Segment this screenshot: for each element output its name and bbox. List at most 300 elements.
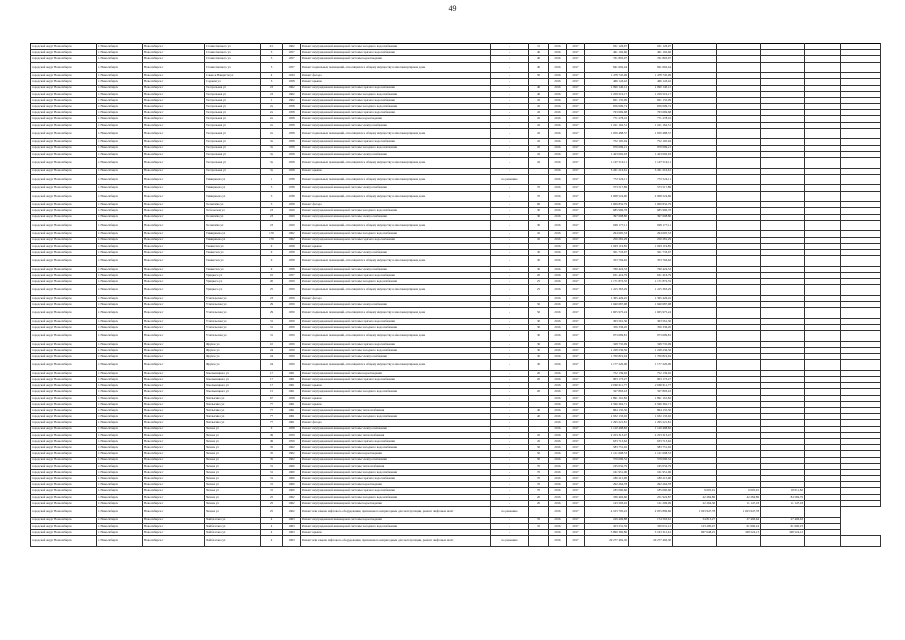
table-cell: 1929 bbox=[283, 208, 301, 214]
table-cell: - bbox=[491, 354, 529, 360]
table-cell: г. Новосибирск bbox=[97, 285, 143, 296]
table-cell: 10 bbox=[261, 341, 283, 347]
table-cell: 2017 bbox=[567, 214, 585, 220]
table-cell: 70 bbox=[529, 191, 549, 202]
table-cell: Станиславского ул bbox=[205, 56, 261, 62]
table-cell: 77 bbox=[261, 414, 283, 420]
table-cell: 1 228 236,56 bbox=[629, 347, 673, 353]
table-cell: 31 bbox=[261, 469, 283, 475]
table-cell: Новосибирск г bbox=[143, 79, 205, 85]
table-cell: Тимирязева ул bbox=[205, 174, 261, 185]
table-cell: городской округ Новосибирск bbox=[31, 191, 97, 202]
table-cell: 2016 bbox=[549, 91, 567, 97]
table-cell: - bbox=[491, 168, 529, 174]
table-cell: городской округ Новосибирск bbox=[31, 208, 97, 214]
table-cell: 50 bbox=[529, 451, 549, 457]
table-cell: г. Новосибирск bbox=[97, 318, 143, 324]
table-cell: Ремонт внутридомовой инженерной системы горячего водоснабжения bbox=[301, 318, 491, 324]
table-cell: 2016 bbox=[549, 517, 567, 523]
table-cell: 2016 bbox=[549, 116, 567, 122]
table-cell: 2017 bbox=[567, 158, 585, 169]
table-cell: 40 bbox=[529, 91, 549, 97]
table-cell: 1958 bbox=[283, 256, 301, 267]
table-cell: Тобольская ул bbox=[205, 208, 261, 214]
table-cell: 2 566 362,71 bbox=[629, 401, 673, 407]
table-cell: Театральная ул bbox=[205, 104, 261, 110]
table-cell bbox=[673, 256, 717, 267]
table-cell: Новосибирск г bbox=[143, 91, 205, 97]
table-cell: 2017 bbox=[567, 523, 585, 529]
table-cell: - bbox=[491, 91, 529, 97]
table-cell: городской округ Новосибирск bbox=[31, 482, 97, 488]
table-cell: 31 bbox=[261, 324, 283, 330]
table-cell: 2017 bbox=[567, 79, 585, 85]
table-cell: 2017 bbox=[567, 73, 585, 79]
table-cell: Театральная ул bbox=[205, 110, 261, 116]
table-cell: Чехова ул bbox=[205, 451, 261, 457]
table-cell: Ремонт внутридомовой инженерной системы холодного водоснабжения bbox=[301, 104, 491, 110]
table-cell: 27 406,63 bbox=[761, 517, 805, 523]
table-cell: 656 099,74 bbox=[585, 104, 629, 110]
table-cell: Ремонт внутридомовой инженерной системы горячего водоснабжения bbox=[301, 438, 491, 444]
table-cell: - bbox=[491, 408, 529, 414]
table-cell: г. Новосибирск bbox=[97, 243, 143, 249]
table-cell: г. Новосибирск bbox=[97, 279, 143, 285]
table-cell: 2016 bbox=[549, 231, 567, 237]
table-cell: - bbox=[491, 370, 529, 376]
table-cell: 29 bbox=[261, 302, 283, 308]
table-cell: 2016 bbox=[549, 426, 567, 432]
table-cell: 2016 bbox=[549, 73, 567, 79]
table-cell: г. Новосибирск bbox=[97, 256, 143, 267]
table-cell: Новосибирск г bbox=[143, 507, 205, 518]
table-cell: 2017 bbox=[567, 324, 585, 330]
table-cell: 70 bbox=[529, 185, 549, 191]
table-cell: г. Новосибирск bbox=[97, 272, 143, 278]
table-cell: 60 bbox=[529, 202, 549, 208]
table-cell: - bbox=[491, 62, 529, 73]
table-cell: - bbox=[491, 302, 529, 308]
table-cell: Ремонт внутридомовой инженерной системы холодного водоснабжения bbox=[301, 279, 491, 285]
table-cell: 3 261 216,61 bbox=[629, 168, 673, 174]
table-cell bbox=[673, 536, 717, 547]
table-cell: 29 bbox=[261, 308, 283, 319]
table-cell: городской округ Новосибирск bbox=[31, 318, 97, 324]
table-cell: Новосибирск г bbox=[143, 302, 205, 308]
table-cell: 24 bbox=[261, 354, 283, 360]
table-cell: г. Новосибирск bbox=[97, 295, 143, 301]
table-cell: 2016 bbox=[549, 536, 567, 547]
table-cell: Ремонт фасада bbox=[301, 202, 491, 208]
table-cell: 2017 bbox=[567, 279, 585, 285]
table-cell: - bbox=[491, 451, 529, 457]
table-cell: 70 bbox=[529, 482, 549, 488]
table-cell: Новосибирск г bbox=[143, 128, 205, 139]
table-cell: 9 bbox=[261, 426, 283, 432]
table-cell: 70 bbox=[529, 463, 549, 469]
table-cell: городской округ Новосибирск bbox=[31, 476, 97, 482]
table-cell: г. Новосибирск bbox=[97, 438, 143, 444]
table-cell: г. Новосибирск bbox=[97, 191, 143, 202]
table-cell: 2017 bbox=[567, 517, 585, 523]
table-cell: Хмельницкого ул bbox=[205, 383, 261, 389]
table-cell: 294 695,33 bbox=[585, 231, 629, 237]
table-cell: 348 524,12 bbox=[761, 530, 805, 536]
table-cell: 2017 bbox=[567, 432, 585, 438]
table-cell: Новосибирск г bbox=[143, 318, 205, 324]
table-cell: - bbox=[491, 185, 529, 191]
table-cell: 2017 bbox=[567, 266, 585, 272]
table-row bbox=[31, 256, 881, 267]
table-cell: 1959 bbox=[283, 318, 301, 324]
table-cell: 1958 bbox=[283, 110, 301, 116]
table-cell: 461 192,60 bbox=[585, 50, 629, 56]
table-cell: городской округ Новосибирск bbox=[31, 249, 97, 255]
table-cell: г. Новосибирск bbox=[97, 476, 143, 482]
table-cell bbox=[841, 220, 881, 231]
table-cell: Новосибирск г bbox=[143, 370, 205, 376]
table-cell: г. Новосибирск bbox=[97, 168, 143, 174]
table-cell: Чехова ул bbox=[205, 494, 261, 500]
table-cell: 3а bbox=[261, 151, 283, 157]
table-cell: 864 135,50 bbox=[629, 408, 673, 414]
table-cell: 752 195,04 bbox=[585, 139, 629, 145]
table-cell: 45 bbox=[529, 104, 549, 110]
table-cell: - bbox=[491, 104, 529, 110]
table-cell bbox=[761, 285, 805, 296]
table-cell: Ремонт внутридомовой инженерной системы электроснабжения bbox=[301, 249, 491, 255]
table-cell: 841 602,44 bbox=[585, 62, 629, 73]
table-cell: городской округ Новосибирск bbox=[31, 401, 97, 407]
table-cell: 1 423 092,03 bbox=[585, 151, 629, 157]
table-cell: 250 281,29 bbox=[629, 237, 673, 243]
table-cell: 3 bbox=[261, 191, 283, 202]
table-cell: 1 009 832,79 bbox=[585, 202, 629, 208]
table-cell: Учительская ул bbox=[205, 308, 261, 319]
table-cell: 35 bbox=[529, 517, 549, 523]
table-cell bbox=[529, 174, 549, 185]
table-cell: 771 278,16 bbox=[585, 116, 629, 122]
table-cell: Чойбалсана ул bbox=[205, 523, 261, 529]
table-cell: 1 228 236,56 bbox=[585, 347, 629, 353]
table-cell: г. Новосибирск bbox=[97, 523, 143, 529]
table-cell: городской округ Новосибирск bbox=[31, 414, 97, 420]
table-cell: - bbox=[491, 445, 529, 451]
table-cell: г. Новосибирск bbox=[97, 432, 143, 438]
table-cell: 24 bbox=[261, 347, 283, 353]
table-cell: Танкистов ул bbox=[205, 243, 261, 249]
table-cell: 2016 bbox=[549, 110, 567, 116]
table-cell: 45 bbox=[529, 110, 549, 116]
table-cell: Новосибирск г bbox=[143, 324, 205, 330]
table-cell: Новосибирск г bbox=[143, 185, 205, 191]
table-cell: 583 751,02 bbox=[629, 445, 673, 451]
table-cell: 30 bbox=[529, 360, 549, 371]
table-cell: 761 803,07 bbox=[585, 56, 629, 62]
table-cell: Новосибирск г bbox=[143, 451, 205, 457]
table-cell: 4 103 795,22 bbox=[585, 507, 629, 518]
table-cell: 697 048,25 bbox=[673, 530, 717, 536]
table-cell: Новосибирск г bbox=[143, 331, 205, 342]
table-cell: Ремонт внутридомовой инженерной системы горячего водоснабжения bbox=[301, 341, 491, 347]
table-cell: городской округ Новосибирск bbox=[31, 110, 97, 116]
table-cell: Учительская ул bbox=[205, 302, 261, 308]
table-cell: Новосибирск г bbox=[143, 401, 205, 407]
table-cell: г. Новосибирск bbox=[97, 202, 143, 208]
table-cell: городской округ Новосибирск bbox=[31, 408, 97, 414]
table-cell: Урицкого ул bbox=[205, 285, 261, 296]
table-cell: г. Новосибирск bbox=[97, 341, 143, 347]
table-cell: Ремонт внутридомовой инженерной системы горячего водоснабжения bbox=[301, 272, 491, 278]
table-cell: 77 bbox=[261, 408, 283, 414]
table-cell: 1 bbox=[261, 97, 283, 103]
table-row bbox=[31, 507, 881, 518]
table-cell: Театральная ул bbox=[205, 158, 261, 169]
table-cell: 2016 bbox=[549, 432, 567, 438]
table-cell: 2017 bbox=[567, 451, 585, 457]
table-cell: 23 bbox=[261, 85, 283, 91]
table-cell: г. Новосибирск bbox=[97, 220, 143, 231]
table-cell: 70 bbox=[529, 476, 549, 482]
table-cell: Ремонт внутридомовой инженерной системы холодного водоснабжения bbox=[301, 91, 491, 97]
table-cell: городской округ Новосибирск bbox=[31, 79, 97, 85]
table-cell: 9 bbox=[261, 256, 283, 267]
table-cell: г. Новосибирск bbox=[97, 308, 143, 319]
table-cell: 2016 bbox=[549, 256, 567, 267]
table-cell: - bbox=[491, 145, 529, 151]
table-cell: 2а bbox=[261, 116, 283, 122]
table-row bbox=[31, 360, 881, 371]
table-cell: Станиславского ул bbox=[205, 44, 261, 50]
table-cell: Ремонт крыши bbox=[301, 79, 491, 85]
table-cell: 40 bbox=[529, 56, 549, 62]
table-cell: 180 215,90 bbox=[629, 476, 673, 482]
table-cell: Станиславского ул bbox=[205, 62, 261, 73]
table-cell: Ремонт внутридомовой инженерной системы электроснабжения bbox=[301, 185, 491, 191]
table-cell: Новосибирск г bbox=[143, 202, 205, 208]
table-cell: городской округ Новосибирск bbox=[31, 272, 97, 278]
table-cell: 9 bbox=[261, 243, 283, 249]
table-cell: Ремонт крыши bbox=[301, 395, 491, 401]
table-cell: - bbox=[491, 272, 529, 278]
table-cell: 1960 bbox=[283, 469, 301, 475]
table-cell: Новосибирск г bbox=[143, 191, 205, 202]
table-cell: 1961 bbox=[283, 383, 301, 389]
table-cell: Чойбалсана ул bbox=[205, 530, 261, 536]
table-cell: городской округ Новосибирск bbox=[31, 324, 97, 330]
table-cell: 2016 bbox=[549, 401, 567, 407]
table-cell: 30 bbox=[529, 341, 549, 347]
table-cell: Ремонт внутридомовой инженерной системы горячего водоснабжения bbox=[301, 50, 491, 56]
table-cell: 2017 bbox=[567, 482, 585, 488]
table-cell: г. Новосибирск bbox=[97, 488, 143, 494]
table-cell: Садовая ул bbox=[205, 79, 261, 85]
table-cell: 631 416,79 bbox=[585, 272, 629, 278]
table-cell: г. Новосибирск bbox=[97, 110, 143, 116]
table-cell: 2016 bbox=[549, 151, 567, 157]
table-cell: г. Новосибирск bbox=[97, 116, 143, 122]
table-cell: 77 bbox=[261, 420, 283, 426]
table-cell: 2017 bbox=[567, 237, 585, 243]
table-cell: - bbox=[491, 500, 529, 506]
table-cell: 2016 bbox=[549, 266, 567, 272]
table-cell: 1 009 832,79 bbox=[629, 202, 673, 208]
table-cell: 1958 bbox=[283, 395, 301, 401]
table-cell: 1958 bbox=[283, 145, 301, 151]
table-cell: - bbox=[491, 122, 529, 128]
table-cell: городской округ Новосибирск bbox=[31, 279, 97, 285]
table-cell: 2016 bbox=[549, 168, 567, 174]
table-cell bbox=[761, 256, 805, 267]
table-cell: 2 060 611,77 bbox=[629, 383, 673, 389]
table-cell: городской округ Новосибирск bbox=[31, 370, 97, 376]
table-cell: 2016 bbox=[549, 500, 567, 506]
table-cell: 461 192,60 bbox=[629, 50, 673, 56]
table-cell: 1961 bbox=[283, 370, 301, 376]
table-cell: г. Новосибирск bbox=[97, 331, 143, 342]
table-cell: Новосибирск г bbox=[143, 285, 205, 296]
table-cell: 2а bbox=[261, 122, 283, 128]
table-cell: 1 120 498,82 bbox=[585, 426, 629, 432]
table-cell bbox=[761, 536, 805, 547]
table-cell: Новосибирск г bbox=[143, 347, 205, 353]
table-cell: Чойбалсана ул bbox=[205, 517, 261, 523]
table-cell: - bbox=[491, 389, 529, 395]
table-cell: 3 890 360,86 bbox=[585, 530, 629, 536]
table-cell: 763 669,68 bbox=[629, 110, 673, 116]
table-cell: 2016 bbox=[549, 476, 567, 482]
table-cell: Ремонт внутридомовой инженерной системы холодного водоснабжения bbox=[301, 208, 491, 214]
table-cell: 49 bbox=[261, 432, 283, 438]
table-cell: городской округ Новосибирск bbox=[31, 62, 97, 73]
table-cell: 2017 bbox=[567, 445, 585, 451]
table-cell: 2017 bbox=[567, 91, 585, 97]
table-cell: 30 bbox=[529, 324, 549, 330]
table-cell: Новосибирск г bbox=[143, 174, 205, 185]
table-cell: 50 bbox=[529, 308, 549, 319]
table-cell: городской округ Новосибирск bbox=[31, 97, 97, 103]
table-cell: - bbox=[491, 331, 529, 342]
table-cell: Учительская ул bbox=[205, 324, 261, 330]
table-cell: Ремонт внутридомовой инженерной системы холодного водоснабжения bbox=[301, 231, 491, 237]
table-cell: 40 bbox=[529, 62, 549, 73]
table-cell: 1962 bbox=[283, 91, 301, 97]
table-cell: Хмельницкого ул bbox=[205, 370, 261, 376]
table-cell: 1958 bbox=[283, 202, 301, 208]
table-cell: 1963 bbox=[283, 523, 301, 529]
table-cell: 353 794,62 bbox=[585, 256, 629, 267]
table-cell bbox=[841, 360, 881, 371]
table-cell bbox=[717, 308, 761, 319]
table-cell: 1960 bbox=[283, 488, 301, 494]
table-cell: Ремонт внутридомовой инженерной системы водоотведения bbox=[301, 56, 491, 62]
table-cell: г. Новосибирск bbox=[97, 517, 143, 523]
table-cell: Новосибирск г bbox=[143, 50, 205, 56]
table-cell: 1958 bbox=[283, 151, 301, 157]
table-cell bbox=[761, 331, 805, 342]
table-cell: г. Новосибирск bbox=[97, 370, 143, 376]
table-row bbox=[31, 191, 881, 202]
table-cell: 70 bbox=[529, 488, 549, 494]
table-cell: 1 090 140,12 bbox=[629, 85, 673, 91]
table-row bbox=[31, 174, 881, 185]
table-cell: 685 996,78 bbox=[629, 208, 673, 214]
table-cell: 2017 bbox=[567, 174, 585, 185]
table-cell: Ремонт внутридомовой инженерной системы горячего водоснабжения bbox=[301, 377, 491, 383]
table-cell: Ремонт внутридомовой инженерной системы теплоснабжения bbox=[301, 408, 491, 414]
table-cell: 5 bbox=[261, 56, 283, 62]
table-cell: - bbox=[491, 401, 529, 407]
table-cell: г. Новосибирск bbox=[97, 401, 143, 407]
table-cell: Ремонт фасада bbox=[301, 73, 491, 79]
table-cell: Чехова ул bbox=[205, 507, 261, 518]
table-cell: городской округ Новосибирск bbox=[31, 517, 97, 523]
table-cell: - bbox=[491, 476, 529, 482]
table-cell: 1962 bbox=[283, 44, 301, 50]
table-cell: 2017 bbox=[567, 494, 585, 500]
table-cell: - bbox=[491, 73, 529, 79]
table-cell: 2016 bbox=[549, 408, 567, 414]
table-cell: г. Новосибирск bbox=[97, 451, 143, 457]
table-cell: 1959 bbox=[283, 438, 301, 444]
table-cell: Ремонт подвальных помещений, относящихся к общему имуществу в многоквартирном доме bbox=[301, 256, 491, 267]
table-cell: Новосибирск г bbox=[143, 151, 205, 157]
table-cell: 501 733,07 bbox=[585, 249, 629, 255]
table-cell: городской округ Новосибирск bbox=[31, 139, 97, 145]
table-cell: 1960 bbox=[283, 463, 301, 469]
table-cell: - bbox=[491, 517, 529, 523]
table-cell: 1958 bbox=[283, 243, 301, 249]
table-cell: 1 295 221,81 bbox=[629, 420, 673, 426]
table-cell: Новосибирск г bbox=[143, 482, 205, 488]
table-cell: 31 bbox=[261, 476, 283, 482]
table-cell: 121 299,09 bbox=[629, 500, 673, 506]
table-cell: Сакко и Ванцетти ул bbox=[205, 73, 261, 79]
table-cell: Учительская ул bbox=[205, 295, 261, 301]
table-cell: 3а bbox=[261, 168, 283, 174]
table-cell: 2016 bbox=[549, 451, 567, 457]
table-cell: Новосибирск г bbox=[143, 360, 205, 371]
table-row bbox=[31, 220, 881, 231]
table-cell: 1 605 975,24 bbox=[585, 308, 629, 319]
table-cell bbox=[673, 331, 717, 342]
table-cell: городской округ Новосибирск bbox=[31, 500, 97, 506]
table-cell: Новосибирск г bbox=[143, 354, 205, 360]
table-cell: 2016 bbox=[549, 158, 567, 169]
table-cell: Ремонт внутридомовой инженерной системы горячего водоснабжения bbox=[301, 237, 491, 243]
table-cell: городской округ Новосибирск bbox=[31, 174, 97, 185]
table-cell: - bbox=[491, 414, 529, 420]
table-cell: 2016 bbox=[549, 370, 567, 376]
table-cell: 24 bbox=[261, 360, 283, 371]
table-cell: Чаплыгина ул bbox=[205, 408, 261, 414]
table-cell: 3а bbox=[261, 139, 283, 145]
table-cell: 30 bbox=[529, 220, 549, 231]
table-cell: 1961 bbox=[283, 414, 301, 420]
table-cell: 2017 bbox=[567, 295, 585, 301]
table-cell: 2017 bbox=[567, 256, 585, 267]
table-cell: 2016 bbox=[549, 318, 567, 324]
table-cell: Ремонт внутридомовой инженерной системы холодного водоснабжения bbox=[301, 347, 491, 353]
table-cell: 40 bbox=[529, 50, 549, 56]
table-cell: 31 bbox=[261, 318, 283, 324]
table-cell: - bbox=[491, 295, 529, 301]
table-cell: 327 893,43 bbox=[585, 389, 629, 395]
table-cell: 49 bbox=[261, 438, 283, 444]
table-cell: 31 bbox=[261, 488, 283, 494]
table-cell: 2017 bbox=[567, 331, 585, 342]
table-cell: г. Новосибирск bbox=[97, 79, 143, 85]
